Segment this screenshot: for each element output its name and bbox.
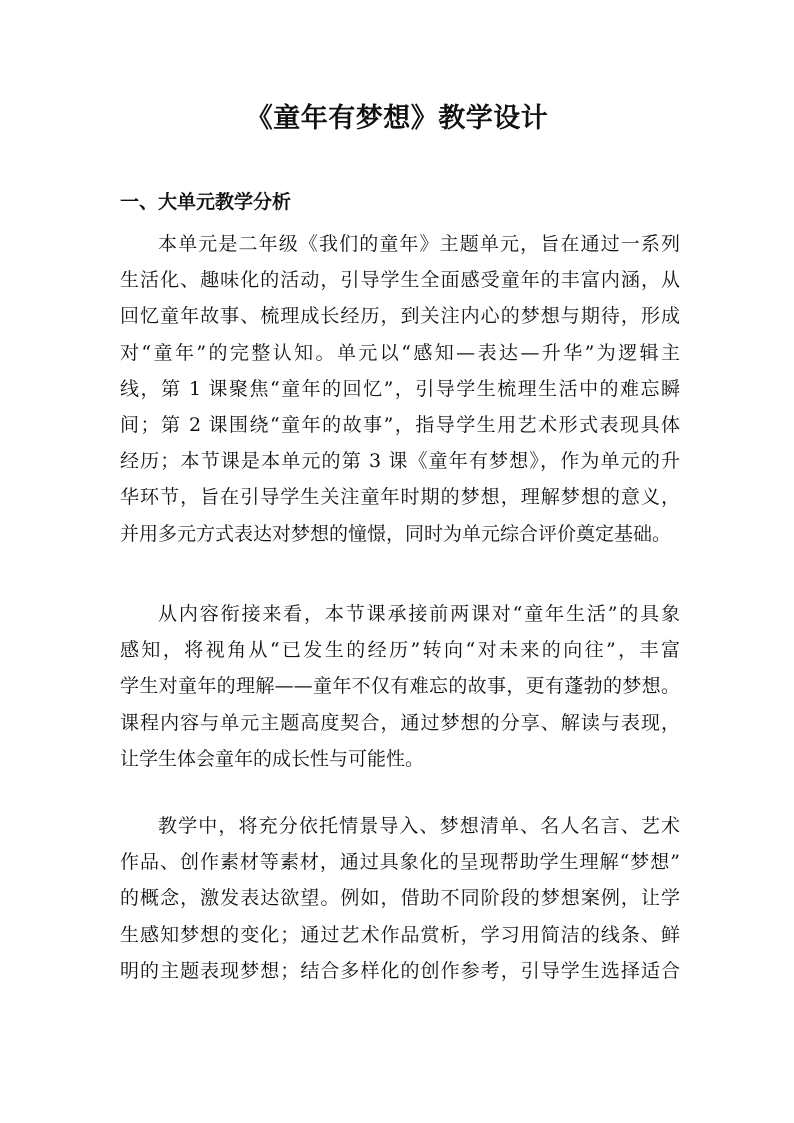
text-line: 作品、创作素材等素材，通过具象化的呈现帮助学生理解“梦想” xyxy=(120,851,680,874)
text-line: 课程内容与单元主题高度契合，通过梦想的分享、解读与表现， xyxy=(120,711,680,734)
text-line: 对“童年”的完整认知。单元以“感知—表达—升华”为逻辑主 xyxy=(120,341,680,364)
text-line: 间；第 2 课围绕“童年的故事”，指导学生用艺术形式表现具体 xyxy=(120,413,680,436)
text-line: 并用多元方式表达对梦想的憧憬，同时为单元综合评价奠定基础。 xyxy=(120,522,672,545)
text-line: 生活化、趣味化的活动，引导学生全面感受童年的丰富内涵，从 xyxy=(120,269,680,292)
text-line: 感知，将视角从“已发生的经历”转向“对未来的向往”，丰富 xyxy=(120,639,680,662)
text-line: 线，第 1 课聚焦“童年的回忆”，引导学生梳理生活中的难忘瞬 xyxy=(120,377,680,400)
text-line: 的概念，激发表达欲望。例如，借助不同阶段的梦想案例，让学 xyxy=(120,887,680,910)
paragraph-teaching-materials xyxy=(120,808,680,989)
text-line: 华环节，旨在引导学生关注童年时期的梦想，理解梦想的意义， xyxy=(120,486,680,509)
paragraph-unit-overview xyxy=(120,226,680,552)
text-line: 生感知梦想的变化；通过艺术作品赏析，学习用简洁的线条、鲜 xyxy=(120,923,680,946)
section-heading: 一、大单元教学分析 xyxy=(120,191,292,213)
text-line: 教学中，将充分依托情景导入、梦想清单、名人名言、艺术 xyxy=(158,815,680,837)
paragraph-content-connection xyxy=(120,596,680,777)
text-line: 本单元是二年级《我们的童年》主题单元，旨在通过一系列 xyxy=(158,233,680,255)
text-line: 从内容衔接来看，本节课承接前两课对“童年生活”的具象 xyxy=(158,603,680,625)
text-line: 经历；本节课是本单元的第 3 课《童年有梦想》，作为单元的升 xyxy=(120,450,680,473)
document-title: 《童年有梦想》教学设计 xyxy=(245,103,549,134)
text-line: 明的主题表现梦想；结合多样化的创作参考，引导学生选择适合 xyxy=(120,959,680,982)
text-line: 让学生体会童年的成长性与可能性。 xyxy=(120,747,425,770)
text-line: 回忆童年故事、梳理成长经历，到关注内心的梦想与期待，形成 xyxy=(120,305,680,328)
text-line: 学生对童年的理解——童年不仅有难忘的故事，更有蓬勃的梦想。 xyxy=(120,675,680,698)
